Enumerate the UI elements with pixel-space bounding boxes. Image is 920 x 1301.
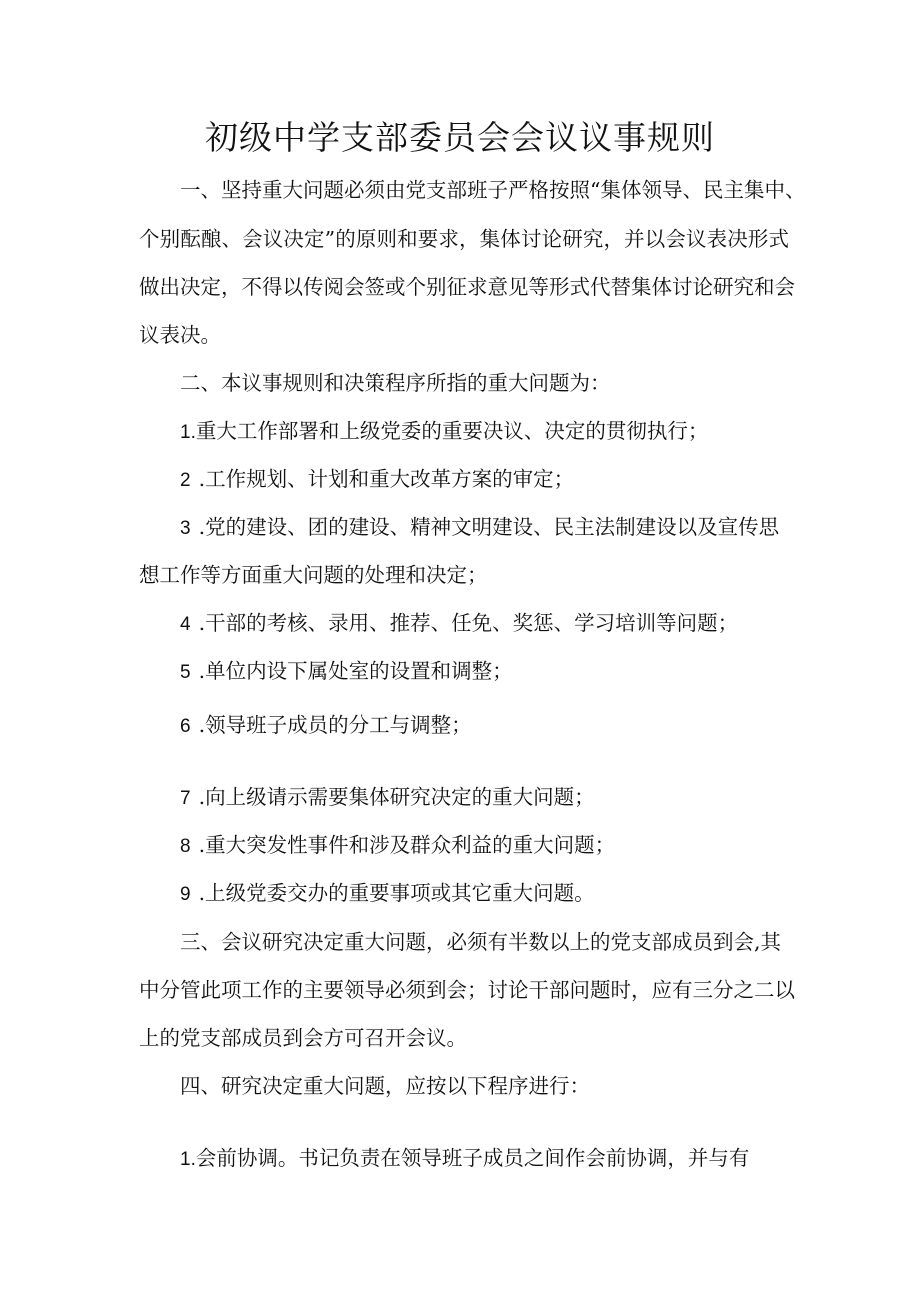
item-text: .上级党委交办的重要事项或其它重大问题。 (198, 881, 595, 905)
item-number: 1. (180, 1149, 196, 1170)
item-number: 3 (180, 518, 191, 539)
section3-line1: 三、会议研究决定重大问题，必须有半数以上的党支部成员到会,其 (180, 930, 782, 954)
item-text: 会前协调。书记负责在领导班子成员之间作会前协调，并与有 (195, 1146, 750, 1170)
item-text: .干部的考核、录用、推荐、任免、奖惩、学习培训等问题； (198, 611, 739, 635)
item-text: .领导班子成员的分工与调整； (198, 713, 472, 737)
item-text: 重大工作部署和上级党委的重要决议、决定的贯彻执行； (195, 419, 709, 443)
item-text: .向上级请示需要集体研究决定的重大问题； (198, 785, 595, 809)
item-number: 9 (180, 884, 191, 905)
section1-line1: 一、坚持重大问题必须由党支部班子严格按照“集体领导、民主集中、 (180, 178, 806, 202)
item-continuation: 想工作等方面重大问题的处理和决定； (139, 563, 488, 587)
list-item (180, 710, 830, 742)
section1-line4: 议表决。 (139, 323, 221, 347)
item-number: 4 (180, 614, 191, 635)
section3-line2: 中分管此项工作的主要领导必须到会；讨论干部问题时，应有三分之二以 (139, 978, 795, 1002)
list-item (180, 656, 830, 688)
item-number: 5 (180, 662, 191, 683)
item-number: 2 (180, 470, 191, 491)
item-number: 1. (180, 422, 196, 443)
item-text: .党的建设、团的建设、精神文明建设、民主法制建设以及宣传思 (198, 515, 780, 539)
list-item (180, 782, 830, 814)
list-item (180, 878, 830, 910)
section2-heading: 二、本议事规则和决策程序所指的重大问题为： (180, 371, 611, 395)
item-number: 7 (180, 788, 191, 809)
item-text: .工作规划、计划和重大改革方案的审定； (198, 467, 575, 491)
item-text: .单位内设下属处室的设置和调整； (198, 659, 513, 683)
section3-line3: 上的党支部成员到会方可召开会议。 (139, 1026, 467, 1050)
list-item (180, 1143, 830, 1175)
list-item (180, 830, 830, 862)
document-title: 初级中学支部委员会会议议事规则 (205, 118, 715, 157)
list-item (180, 512, 789, 544)
list-item (180, 608, 830, 640)
section4-heading: 四、研究决定重大问题，应按以下程序进行： (180, 1074, 590, 1098)
section1-line2: 个别酝酿、会议决定”的原则和要求，集体讨论研究，并以会议表决形式 (139, 227, 789, 251)
section1-line3: 做出决定，不得以传阅会签或个别征求意见等形式代替集体讨论研究和会 (139, 275, 795, 299)
item-number: 6 (180, 716, 191, 737)
item-number: 8 (180, 836, 191, 857)
item-text: .重大突发性事件和涉及群众利益的重大问题； (198, 833, 616, 857)
list-item (180, 464, 830, 496)
list-item (180, 416, 830, 448)
